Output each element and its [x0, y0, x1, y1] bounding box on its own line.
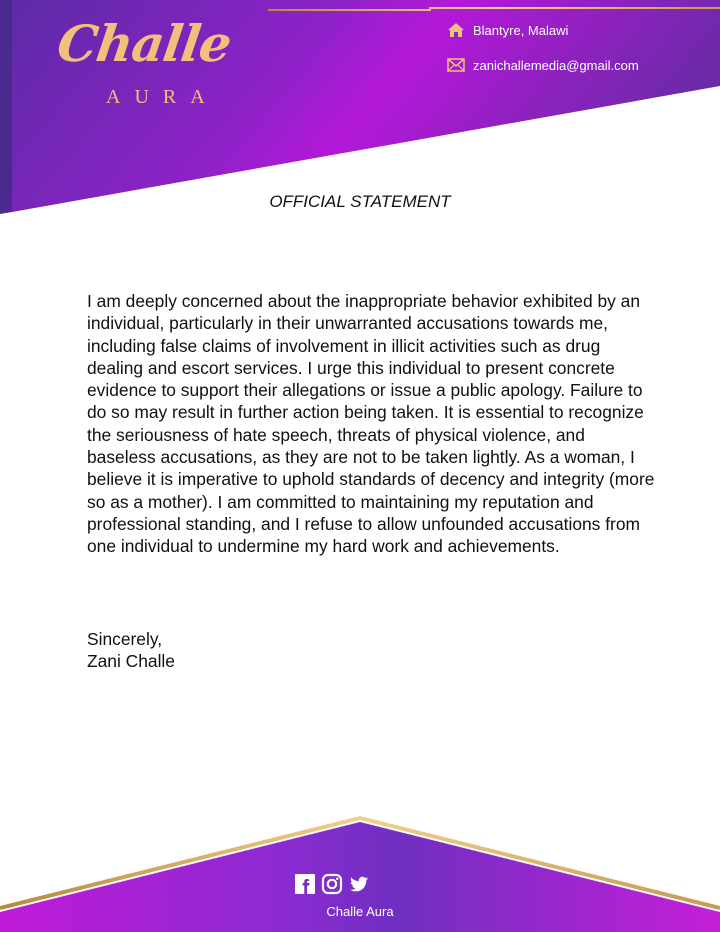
facebook-icon[interactable] [294, 873, 316, 895]
closing-text: Sincerely, [87, 629, 163, 649]
signoff [87, 628, 175, 673]
contact-location [447, 22, 568, 38]
footer-brand-name: Challe Aura [326, 904, 394, 919]
home-icon [447, 22, 465, 38]
document-title: OFFICIAL STATEMENT [269, 192, 451, 211]
contact-email [447, 57, 639, 73]
social-icons [294, 873, 370, 895]
logo-script-text: Challe [53, 14, 235, 73]
envelope-icon [447, 57, 465, 73]
header-edge [0, 0, 12, 214]
logo-subtitle: AURA [106, 86, 219, 108]
email-text[interactable]: zanichallemedia@gmail.com [473, 57, 639, 73]
statement-body: I am deeply concerned about the inappropriate behavior exhibited by an individual, particularly in their unwarranted accusations towards me, including false claims of involvement in illicit activities such as drug dealing and escort services. I urge this individual to present concrete evidence to support their allegations or issue a public apology. Failure to do so may result in further action being taken. It is essential to recognize the seriousness of hate speech, threats of physical violence, and baseless accusations, as they are not to be taken lightly. As a woman, I believe it is imperative to uphold standards of decency and integrity (more so as a mother). I am committed to maintaining my reputation and professional standing, and I refuse to allow unfounded accusations from one individual to undermine my hard work and achievements. [87, 291, 655, 557]
instagram-icon[interactable] [321, 873, 343, 895]
brand-logo [53, 14, 258, 114]
location-text: Blantyre, Malawi [473, 22, 569, 38]
signature-name: Zani Challe [87, 651, 175, 672]
twitter-icon[interactable] [348, 873, 370, 895]
